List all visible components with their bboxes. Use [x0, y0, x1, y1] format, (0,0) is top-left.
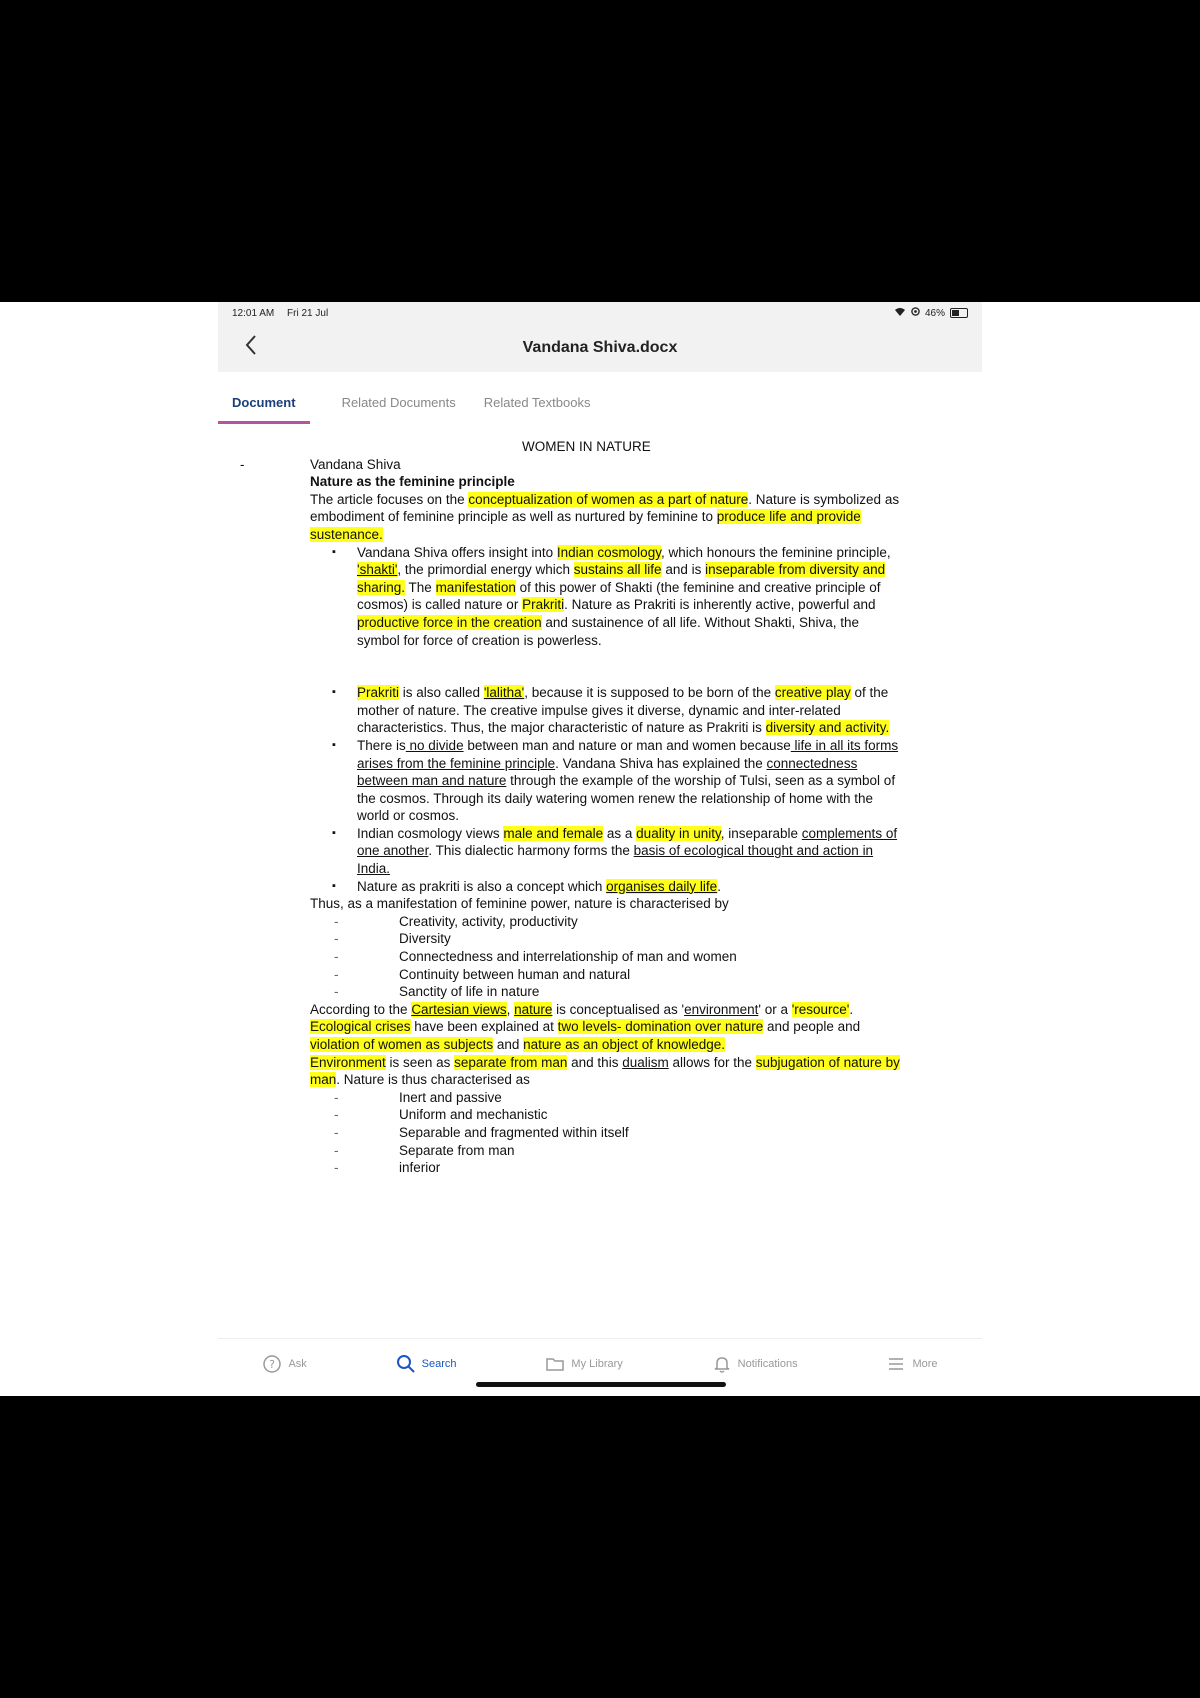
battery-icon — [950, 308, 968, 318]
list-item: - Separate from man — [310, 1142, 900, 1160]
tab-bar — [218, 372, 982, 424]
question-icon — [262, 1354, 282, 1374]
tab-related-textbooks[interactable]: Related Textbooks — [483, 395, 591, 410]
top-letterbox — [0, 0, 1200, 302]
list-item: ▪ Vandana Shiva offers insight into Indian cosmology, which honours the feminine principle, 'shakti', the primordial energy which sustains all life and is inseparable from diversity and sharing. The manifestation of this power of Shakti (the feminine and creative principle of cosmos) is called nature or Prakriti. Nature as Prakriti is inherently active, powerful and productive force in the creation and sustainence of all life. Without Shakti, Shiva, the symbol for force of creation is powerless. — [310, 544, 900, 650]
paragraph-3: Environment is seen as separate from man and this dualism allows for the subjugation of nature by man. Nature is thus characterised as — [310, 1054, 900, 1088]
traits-list — [310, 913, 900, 1001]
list-item: - Inert and passive — [310, 1089, 900, 1107]
bottom-letterbox — [0, 1396, 1200, 1698]
folder-icon — [545, 1354, 565, 1374]
bottom-tab-library[interactable]: My Library — [545, 1354, 622, 1374]
list-item: ▪ Prakriti is also called 'lalitha', because it is supposed to be born of the creative play of the mother of nature. The creative impulse gives it diverse, dynamic and inter-related characteristics. Thus, the major characteristic of nature as Prakriti is diversity and activity. — [310, 684, 900, 737]
app-window — [218, 302, 982, 1396]
list-item: - Connectedness and interrelationship of man and women — [310, 948, 900, 966]
list-item: - Creativity, activity, productivity — [310, 913, 900, 931]
doc-author: Vandana Shiva — [310, 456, 401, 472]
back-button[interactable] — [244, 334, 258, 360]
list-item: - Continuity between human and natural — [310, 966, 900, 984]
list-item: ▪ Indian cosmology views male and female as a duality in unity, inseparable complements of one another. This dialectic harmony forms the basis of ecological thought and action in India. — [310, 825, 900, 878]
traits-list-2 — [310, 1089, 900, 1177]
home-indicator[interactable] — [476, 1382, 726, 1387]
battery-percent: 46% — [924, 307, 945, 319]
list-item: - Separable and fragmented within itself — [310, 1124, 900, 1142]
list-item: ▪ Nature as prakriti is also a concept which organises daily life. — [310, 878, 900, 896]
characteristics-intro: Thus, as a manifestation of feminine power, nature is characterised by — [310, 896, 729, 912]
status-time: 12:01 AM — [232, 307, 275, 319]
chevron-left-icon — [244, 334, 258, 356]
paragraph-2: According to the Cartesian views, nature is conceptualised as 'environment' or a 'resource'. Ecological crises have been explained at two levels- domination over nature and people and violation of women as subjects and nature as an object of knowledge. — [310, 1001, 861, 1052]
status-bar — [218, 302, 982, 324]
bullet-list — [310, 544, 900, 896]
bottom-tab-search[interactable]: Search — [396, 1354, 457, 1374]
tab-related-documents[interactable]: Related Documents — [341, 395, 456, 410]
tab-document[interactable]: Document — [218, 395, 310, 424]
list-item: - Uniform and mechanistic — [310, 1106, 900, 1124]
bell-icon — [712, 1354, 732, 1374]
list-item: - Diversity — [310, 930, 900, 948]
document-title: Vandana Shiva.docx — [522, 339, 678, 356]
left-margin — [0, 302, 218, 1396]
list-item: ▪ There is no divide between man and nature or man and women because life in all its forms arises from the feminine principle. Vandana Shiva has explained the connectedness between man and nature through the example of the worship of Tulsi, seen as a symbol of the cosmos. Through its daily watering women renew the relationship of home with the world or cosmos. — [310, 737, 900, 825]
svg-text:?: ? — [269, 1358, 276, 1371]
bottom-tab-notifications[interactable]: Notifications — [712, 1354, 798, 1374]
menu-icon — [886, 1354, 906, 1374]
search-icon — [396, 1354, 416, 1374]
doc-author-line: - Vandana Shiva — [240, 456, 401, 472]
status-date: Fri 21 Jul — [287, 307, 329, 319]
doc-heading: Nature as the feminine principle — [310, 474, 515, 490]
list-item: - Sanctity of life in nature — [310, 983, 900, 1001]
document-content — [240, 438, 900, 1177]
doc-title: WOMEN IN NATURE — [522, 439, 651, 454]
location-icon — [911, 307, 920, 319]
wifi-icon — [894, 307, 906, 320]
paragraph-1: The article focuses on the conceptualization of women as a part of nature. Nature is symbolized as embodiment of feminine principle as well as nurtured by feminine to produce life and provide sustenance. — [310, 491, 900, 542]
bottom-tab-ask[interactable]: ? Ask — [262, 1354, 306, 1374]
list-item: - inferior — [310, 1159, 900, 1177]
navigation-bar — [218, 324, 982, 372]
bottom-tab-more[interactable]: More — [886, 1354, 937, 1374]
right-margin — [982, 302, 1200, 1396]
